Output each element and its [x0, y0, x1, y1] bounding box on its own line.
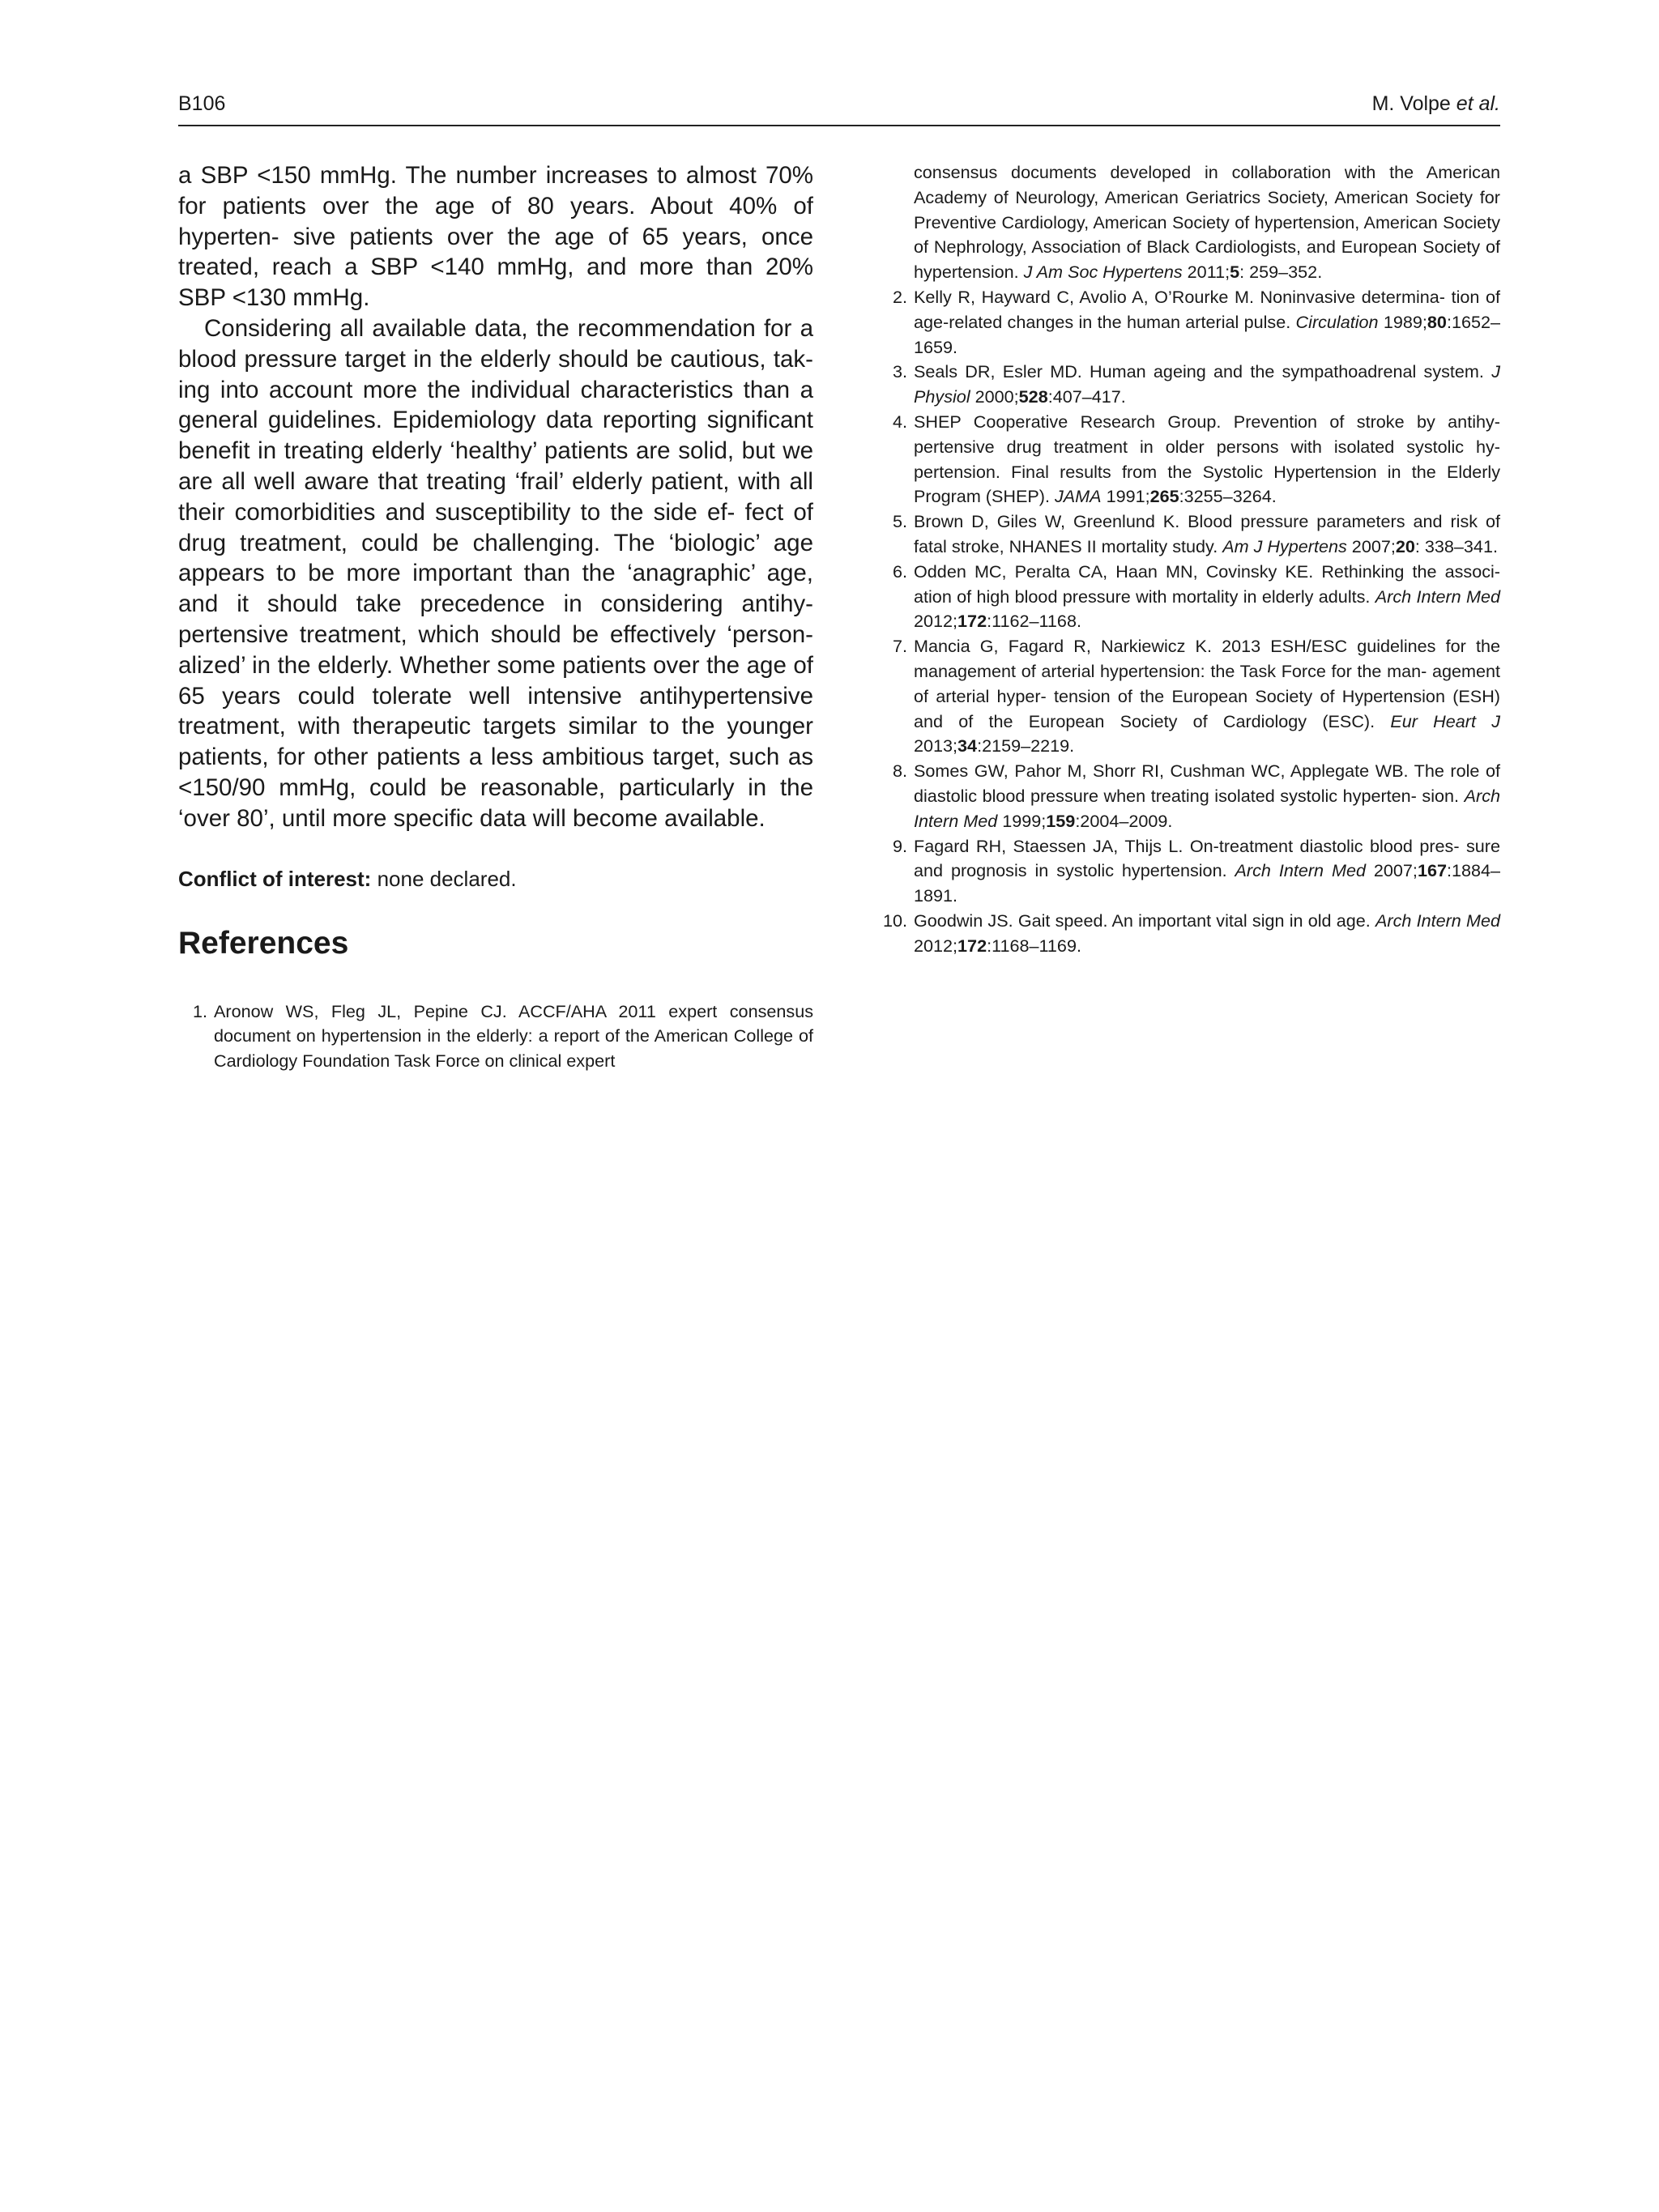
reference-number: 3.: [892, 361, 907, 382]
reference-item: [178, 999, 813, 1074]
reference-pages: :1168–1169.: [987, 935, 1081, 956]
reference-number: 2.: [892, 286, 907, 307]
reference-item: [878, 909, 1500, 959]
reference-pages: :2159–2219.: [977, 735, 1075, 757]
reference-text: Mancia G, Fagard R, Narkiewicz K. 2013 ESH/ESC guidelines for the management of arterial hypertension: the Task Force for the man- agement of arterial hyper- tension of the European Society of Hypertension (ESH) and of the European Society of Cardiology (ESC).: [914, 636, 1500, 731]
reference-item: [878, 360, 1500, 410]
reference-year: 2012;: [914, 935, 958, 956]
reference-number: 5.: [892, 511, 907, 532]
reference-list-right: [878, 160, 1500, 959]
running-authors: [1372, 92, 1500, 116]
reference-text: Seals DR, Esler MD. Human ageing and the sympathoadrenal system.: [914, 361, 1492, 382]
reference-year: 2012;: [914, 611, 958, 632]
reference-year: 1999;: [997, 810, 1047, 831]
reference-volume: 5: [1230, 262, 1240, 283]
reference-number: 1.: [192, 1000, 207, 1021]
reference-year: 2000;: [970, 386, 1019, 407]
reference-item: [878, 634, 1500, 759]
reference-item: [878, 410, 1500, 509]
reference-year: 1989;: [1378, 311, 1427, 332]
reference-list-left: [178, 999, 813, 1074]
reference-volume: 80: [1427, 311, 1447, 332]
body-paragraph-1: a SBP <150 mmHg. The number increases to almost 70% for patients over the age of 80 years. About 40% of hyperten- sive patients over the age of 65 years, once treated, reach a SBP <140 mmHg, and more than 20% SBP <130 mmHg.: [178, 162, 813, 312]
reference-pages: :2004–2009.: [1075, 810, 1173, 831]
reference-pages: : 338–341.: [1414, 535, 1498, 556]
reference-item-continued: [878, 160, 1500, 285]
reference-number: 10.: [882, 910, 907, 931]
reference-item: [878, 759, 1500, 833]
reference-pages: :1162–1168.: [987, 611, 1081, 632]
reference-pages: :1652–1659.: [914, 311, 1500, 357]
reference-text: Aronow WS, Fleg JL, Pepine CJ. ACCF/AHA 2011 expert consensus document on hypertension in the elderly: a report of the American College of Cardiology Foundation Task Force on clinical expert: [214, 1000, 813, 1072]
reference-item: [878, 285, 1500, 360]
reference-volume: 20: [1395, 535, 1415, 556]
reference-journal: Eur Heart J: [1390, 710, 1500, 731]
reference-pages: :1884–1891.: [914, 860, 1501, 906]
reference-journal: Arch Intern Med: [1375, 586, 1500, 607]
reference-volume: 528: [1018, 386, 1048, 407]
reference-journal: Am J Hypertens: [1222, 535, 1347, 556]
reference-text: Kelly R, Hayward C, Avolio A, O’Rourke M. Noninvasive determina- tion of age-related changes in the human arterial pulse.: [914, 286, 1500, 332]
reference-text: consensus documents developed in collaboration with the American Academy of Neurology, American Geriatrics Society, American Society for Preventive Cardiology, American Society of hypertension, American Society of Nephrology, Association of Black Cardiologists, and European Society of hypertension.: [914, 162, 1500, 283]
reference-text: Goodwin JS. Gait speed. An important vital sign in old age.: [914, 910, 1375, 931]
author-name: M. Volpe: [1371, 92, 1451, 115]
references-heading: References: [178, 925, 349, 961]
reference-journal: J Am Soc Hypertens: [1023, 262, 1183, 283]
body-paragraph-2: Considering all available data, the recommendation for a blood pressure target in the elderly should be cautious, tak- ing into account more the individual characteristics than a general guidelines. Epidemiology data reporting significant benefit in treating elderly ‘healthy’ patients are solid, but we are all well aware that treating ‘frail’ elderly patient, with all their comorbidities and susceptibility to the side ef- fect of drug treatment, could be challenging. The ‘biologic’ age appears to be more important than the ‘anagraphic’ age, and it should take precedence in considering antihy- pertensive treatment, which should be effectively ‘person- alized’ in the elderly. Whether some patients over the age of 65 years could tolerate well intensive antihypertensive treatment, with therapeutic targets similar to the younger patients, for other patients a less ambitious target, such as <150/90 mmHg, could be reasonable, particularly in the ‘over 80’, until more specific data will become available.: [178, 314, 813, 832]
conflict-of-interest: [178, 865, 813, 893]
reference-pages: : 259–352.: [1239, 262, 1323, 283]
reference-year: 2007;: [1346, 535, 1396, 556]
reference-year: 2013;: [914, 735, 958, 757]
reference-journal: Arch Intern Med: [1375, 910, 1500, 931]
reference-volume: 172: [957, 935, 987, 956]
left-column: [178, 160, 813, 1074]
reference-journal: Circulation: [1295, 311, 1379, 332]
reference-item: [878, 509, 1500, 560]
reference-pages: :3255–3264.: [1179, 486, 1277, 507]
reference-journal: Arch Intern Med: [914, 785, 1500, 831]
reference-journal: J Physiol: [914, 361, 1500, 407]
reference-text: Somes GW, Pahor M, Shorr RI, Cushman WC, Applegate WB. The role of diastolic blood pressure when treating isolated systolic hyperten- sion.: [914, 761, 1500, 806]
reference-number: 9.: [892, 835, 907, 856]
right-column: [878, 160, 1500, 959]
reference-journal: Arch Intern Med: [1235, 860, 1366, 881]
reference-volume: 167: [1417, 860, 1447, 881]
reference-volume: 172: [957, 611, 987, 632]
reference-year: 2011;: [1182, 262, 1230, 283]
reference-volume: 159: [1046, 810, 1076, 831]
reference-text: SHEP Cooperative Research Group. Prevention of stroke by antihy- pertensive drug treatment in older persons with isolated systolic hy- pertension. Final results from the Systolic Hypertension in the Elderly Program (SHEP).: [914, 411, 1500, 507]
reference-volume: 34: [957, 735, 978, 757]
conflict-text: none declared.: [371, 866, 517, 891]
reference-number: 6.: [892, 560, 907, 582]
reference-number: 8.: [892, 761, 907, 782]
page-number: B106: [178, 92, 226, 115]
reference-item: [878, 834, 1500, 909]
et-al: et al.: [1456, 92, 1500, 115]
reference-text: Brown D, Giles W, Greenlund K. Blood pressure parameters and risk of fatal stroke, NHANES II mortality study.: [914, 511, 1500, 556]
reference-number: 7.: [892, 636, 907, 657]
reference-number: 4.: [892, 411, 907, 432]
reference-text: Odden MC, Peralta CA, Haan MN, Covinsky KE. Rethinking the associ- ation of high blood pressure with mortality in elderly adults.: [914, 560, 1500, 607]
reference-year: 1991;: [1101, 486, 1150, 507]
reference-pages: :407–417.: [1047, 386, 1126, 407]
conflict-label: Conflict of interest:: [178, 866, 372, 891]
reference-year: 2007;: [1365, 860, 1418, 881]
reference-journal: JAMA: [1054, 486, 1102, 507]
reference-text: Fagard RH, Staessen JA, Thijs L. On-treatment diastolic blood pres- sure and prognosis in systolic hypertension.: [914, 835, 1500, 881]
page-header: [178, 89, 1500, 126]
reference-volume: 265: [1149, 486, 1179, 507]
reference-item: [878, 560, 1500, 634]
